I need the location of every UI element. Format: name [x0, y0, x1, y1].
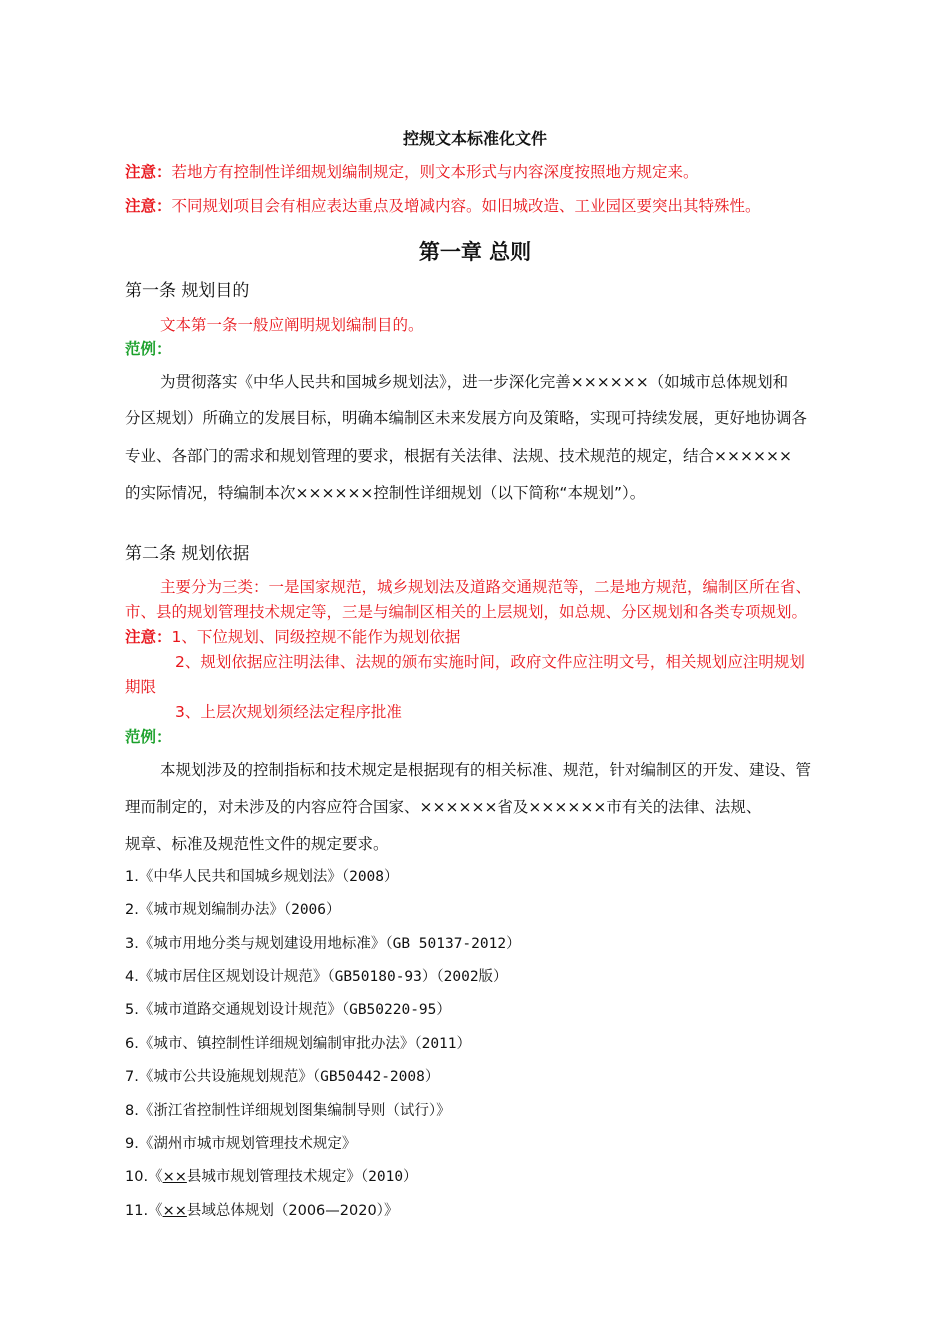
note-label: 注意：: [125, 197, 172, 215]
article-2-heading: 第二条 规划依据: [125, 544, 250, 564]
reference-item: 1.《中华人民共和国城乡规划法》（2008）: [125, 869, 399, 885]
note-label: 注意：: [125, 628, 172, 646]
document-title: 控规文本标准化文件: [402, 129, 547, 148]
article-1-guidance: 文本第一条一般应阐明规划编制目的。: [160, 316, 424, 334]
chapter-heading: 第一章 总则: [418, 240, 532, 264]
reference-item: 5.《城市道路交通规划设计规范》（GB50220-95）: [125, 1002, 451, 1018]
reference-item: 6.《城市、镇控制性详细规划编制审批办法》（2011）: [125, 1036, 472, 1052]
reference-item: 3.《城市用地分类与规划建设用地标准》（GB 50137-2012）: [125, 936, 521, 952]
article-1-example-line: 为贯彻落实《中华人民共和国城乡规划法》，进一步深化完善××××××（如城市总体规划和: [160, 373, 789, 391]
article-2-guidance-line: 主要分为三类：一是国家规范，城乡规划法及道路交通规范等，二是地方规范，编制区所在省、: [160, 578, 812, 596]
article-1-example-label: 范例：: [125, 340, 172, 358]
article-2-example-line: 规章、标准及规范性文件的规定要求。: [125, 835, 389, 853]
reference-item: 7.《城市公共设施规划规范》（GB50442-2008）: [125, 1069, 440, 1085]
reference-item: 9.《湖州市城市规划管理技术规定》: [125, 1136, 357, 1152]
article-2-guidance-line: 市、县的规划管理技术规定等，三是与编制区相关的上层规划，如总规、分区规划和各类专项规划。: [125, 603, 808, 621]
reference-item: 11.《××县域总体规划（2006—2020）》: [125, 1203, 399, 1219]
article-1-example-line: 分区规划）所确立的发展目标，明确本编制区未来发展方向及策略，实现可持续发展，更好地协调各: [125, 409, 808, 427]
note-item: 期限: [125, 678, 157, 696]
reference-item: 2.《城市规划编制办法》（2006）: [125, 902, 341, 918]
note-item: 1、下位规划、同级控规不能作为规划依据: [171, 628, 461, 646]
article-2-note: [125, 625, 460, 647]
article-2-example-label: 范例：: [125, 728, 172, 746]
note-2: [125, 194, 761, 216]
reference-item: 8.《浙江省控制性详细规划图集编制导则（试行）》: [125, 1103, 451, 1119]
reference-item: 4.《城市居住区规划设计规范》（GB50180-93）（2002版）: [125, 969, 508, 985]
note-text: 若地方有控制性详细规划编制规定，则文本形式与内容深度按照地方规定来。: [171, 163, 699, 181]
note-item: 3、上层次规划须经法定程序批准: [175, 703, 402, 721]
note-label: 注意：: [125, 163, 172, 181]
article-1-example-line: 的实际情况，特编制本次××××××控制性详细规划（以下简称“本规划”）。: [125, 484, 646, 502]
note-1: [125, 160, 699, 182]
note-item: 2、规划依据应注明法律、法规的颁布实施时间，政府文件应注明文号，相关规划应注明规划: [175, 653, 805, 671]
reference-item: 10.《××县城市规划管理技术规定》（2010）: [125, 1169, 418, 1185]
article-1-example-line: 专业、各部门的需求和规划管理的要求，根据有关法律、法规、技术规范的规定，结合××××××: [125, 447, 792, 465]
article-2-example-line: 理而制定的，对未涉及的内容应符合国家、××××××省及××××××市有关的法律、法规、: [125, 798, 762, 816]
article-1-heading: 第一条 规划目的: [125, 281, 250, 301]
article-2-example-line: 本规划涉及的控制指标和技术规定是根据现有的相关标准、规范，针对编制区的开发、建设、管: [160, 761, 812, 779]
note-text: 不同规划项目会有相应表达重点及增减内容。如旧城改造、工业园区要突出其特殊性。: [171, 197, 761, 215]
